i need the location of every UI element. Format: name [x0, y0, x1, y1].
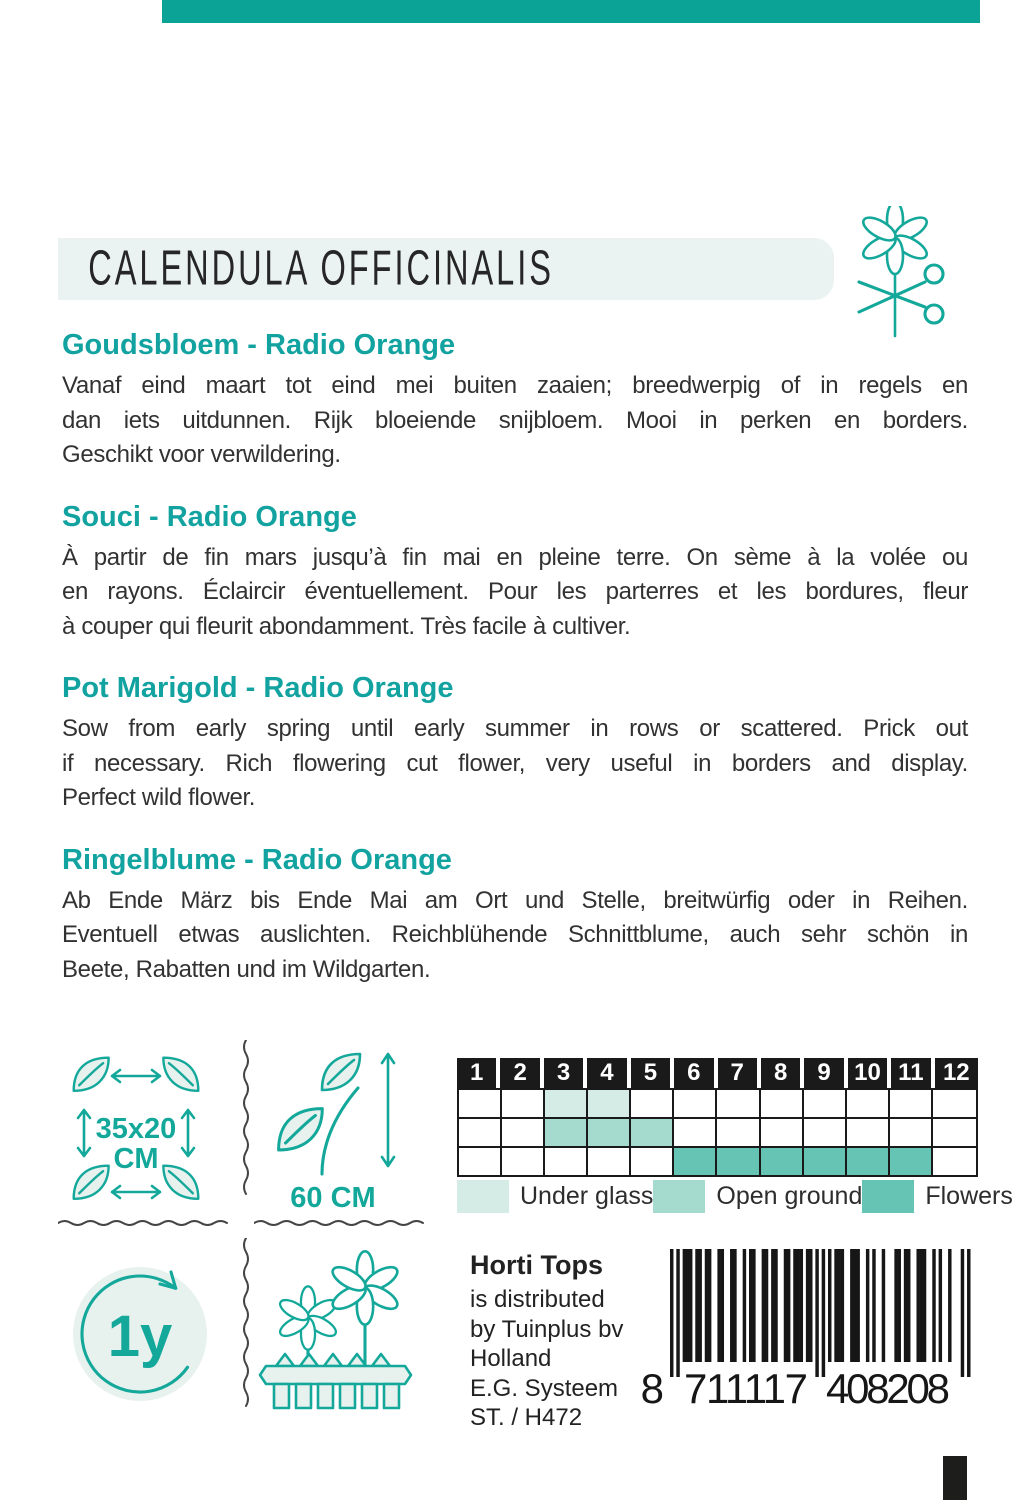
calendar-cell-under-glass-m5 [631, 1090, 674, 1119]
plant-spacing-icon [60, 1046, 212, 1214]
cut-flower-icon [845, 206, 957, 338]
calendar-cell-flowers-m3 [545, 1148, 588, 1175]
section-english [62, 672, 968, 816]
barcode-bars [670, 1249, 971, 1377]
distributor-line: E.G. Systeem [470, 1374, 619, 1402]
legend-label: Under glass [520, 1182, 654, 1210]
calendar-cell-flowers-m8 [761, 1148, 804, 1175]
calendar-month: 2 [500, 1058, 543, 1088]
section-body-line: dan iets uitdunnen. Rijk bloeiende snijbloem. Mooi in perken en borders. [62, 406, 968, 434]
legend-item [653, 1180, 862, 1213]
top-accent-bar [162, 0, 980, 23]
legend-item [457, 1180, 653, 1213]
calendar-cell-open-ground-m7 [717, 1119, 760, 1148]
height-label: 60 CM [290, 1182, 376, 1214]
calendar-cell-under-glass-m7 [717, 1090, 760, 1119]
calendar-month: 8 [761, 1058, 804, 1088]
calendar-month: 9 [804, 1058, 847, 1088]
vertical-divider [240, 1238, 252, 1420]
calendar-legend [457, 1180, 1013, 1213]
calendar-cell-open-ground-m3 [545, 1119, 588, 1148]
calendar-cell-under-glass-m2 [502, 1090, 545, 1119]
calendar-cell-flowers-m4 [588, 1148, 631, 1175]
calendar-cell-under-glass-m11 [890, 1090, 933, 1119]
section-body-line: Ab Ende März bis Ende Mai am Ort und Stelle, breitwürfig oder in Reihen. [62, 886, 968, 914]
calendar-cell-under-glass-m3 [545, 1090, 588, 1119]
section-dutch [62, 329, 968, 473]
section-body-line: Sow from early spring until early summer in rows or scattered. Prick out [62, 715, 968, 742]
calendar-month-row [457, 1058, 978, 1088]
calendar-cell-under-glass-m9 [804, 1090, 847, 1119]
spacing-unit: CM [113, 1143, 159, 1175]
plant-height-icon [262, 1046, 407, 1181]
calendar-cell-flowers-m1 [459, 1148, 502, 1175]
section-heading-french: Souci - Radio Orange [62, 500, 357, 533]
calendar-body [457, 1088, 978, 1177]
section-body-line: À partir de fin mars jusqu’à fin mai en pleine terre. On sème à la volée ou [62, 543, 968, 571]
calendar-cell-open-ground-m4 [588, 1119, 631, 1148]
calendar-month: 1 [457, 1058, 500, 1088]
calendar-cell-flowers-m7 [717, 1148, 760, 1175]
section-heading-english: Pot Marigold - Radio Orange [62, 672, 454, 704]
calendar-cell-under-glass-m1 [459, 1090, 502, 1119]
calendar-cell-open-ground-m2 [502, 1119, 545, 1148]
legend-label: Open ground [716, 1182, 863, 1210]
barcode-digits-right: 408208 [826, 1365, 950, 1407]
barcode-digits-left: 711117 [684, 1365, 808, 1407]
distributor-name: Horti Tops [470, 1250, 603, 1280]
section-heading-dutch: Goudsbloem - Radio Orange [62, 329, 456, 361]
calendar-cell-flowers-m9 [804, 1148, 847, 1175]
corner-print-mark [943, 1456, 967, 1500]
description-sections [62, 329, 968, 1015]
calendar-cell-open-ground-m5 [631, 1119, 674, 1148]
section-body-line: Eventuell etwas auslichten. Reichblühende Schnittblume, auch sehr schön in [62, 921, 968, 948]
calendar-cell-under-glass-m6 [674, 1090, 717, 1119]
calendar-month: 12 [935, 1058, 978, 1088]
horizontal-divider [254, 1215, 434, 1231]
flowers-planter-icon [258, 1244, 413, 1416]
calendar-cell-open-ground-m8 [761, 1119, 804, 1148]
distributor-line: ST. / H472 [470, 1404, 583, 1431]
section-german [62, 844, 968, 988]
section-body-line: if necessary. Rich flowering cut flower, very useful in borders and display. [62, 749, 968, 777]
legend-swatch [653, 1180, 705, 1213]
section-body-line: Beete, Rabatten und im Wildgarten. [62, 955, 431, 983]
spacing-value: 35x20 [95, 1113, 177, 1145]
calendar-month: 11 [891, 1058, 934, 1088]
barcode [634, 1249, 978, 1407]
section-body-line: Vanaf eind maart tot eind mei buiten zaaien; breedwerpig of in regels en [62, 372, 968, 399]
calendar-month: 3 [544, 1058, 587, 1088]
title-band [58, 238, 834, 300]
legend-label: Flowers [925, 1182, 1013, 1210]
calendar-cell-flowers-m10 [847, 1148, 890, 1175]
section-body-line: en rayons. Éclaircir éventuellement. Pour les parterres et les bordures, fleur [62, 578, 968, 605]
page-title: CALENDULA OFFICINALIS [88, 241, 554, 296]
annual-cycle-icon [70, 1246, 215, 1418]
section-body-line: à couper qui fleurit abondamment. Très facile à cultiver. [62, 612, 631, 640]
calendar-cell-under-glass-m4 [588, 1090, 631, 1119]
calendar-month: 10 [848, 1058, 891, 1088]
calendar-cell-open-ground-m6 [674, 1119, 717, 1148]
calendar-cell-open-ground-m10 [847, 1119, 890, 1148]
vertical-divider [240, 1040, 252, 1206]
calendar-cell-open-ground-m1 [459, 1119, 502, 1148]
calendar-month: 5 [631, 1058, 674, 1088]
horizontal-divider [58, 1215, 238, 1231]
calendar-cell-flowers-m2 [502, 1148, 545, 1175]
barcode-digit-first: 8 [640, 1365, 664, 1407]
distributor-block [470, 1250, 655, 1433]
distributor-line: is distributed [470, 1286, 605, 1313]
legend-swatch [457, 1180, 509, 1213]
calendar-cell-under-glass-m12 [933, 1090, 976, 1119]
distributor-line: by Tuinplus bv [470, 1315, 624, 1343]
section-french [62, 501, 968, 645]
calendar-month: 6 [674, 1058, 717, 1088]
calendar-cell-flowers-m5 [631, 1148, 674, 1175]
distributor-line: Holland [470, 1345, 552, 1372]
cycle-label: 1y [107, 1304, 173, 1369]
calendar-cell-flowers-m12 [933, 1148, 976, 1175]
legend-item [862, 1180, 1013, 1213]
section-heading-german: Ringelblume - Radio Orange [62, 843, 452, 876]
calendar-cell-open-ground-m11 [890, 1119, 933, 1148]
section-body-line: Geschikt voor verwildering. [62, 441, 341, 468]
calendar-cell-open-ground-m12 [933, 1119, 976, 1148]
calendar-month: 4 [587, 1058, 630, 1088]
calendar-cell-open-ground-m9 [804, 1119, 847, 1148]
legend-swatch [862, 1180, 914, 1213]
calendar-cell-flowers-m6 [674, 1148, 717, 1175]
calendar-cell-flowers-m11 [890, 1148, 933, 1175]
calendar-cell-under-glass-m10 [847, 1090, 890, 1119]
section-body-line: Perfect wild flower. [62, 784, 256, 811]
calendar-cell-under-glass-m8 [761, 1090, 804, 1119]
calendar-month: 7 [718, 1058, 761, 1088]
